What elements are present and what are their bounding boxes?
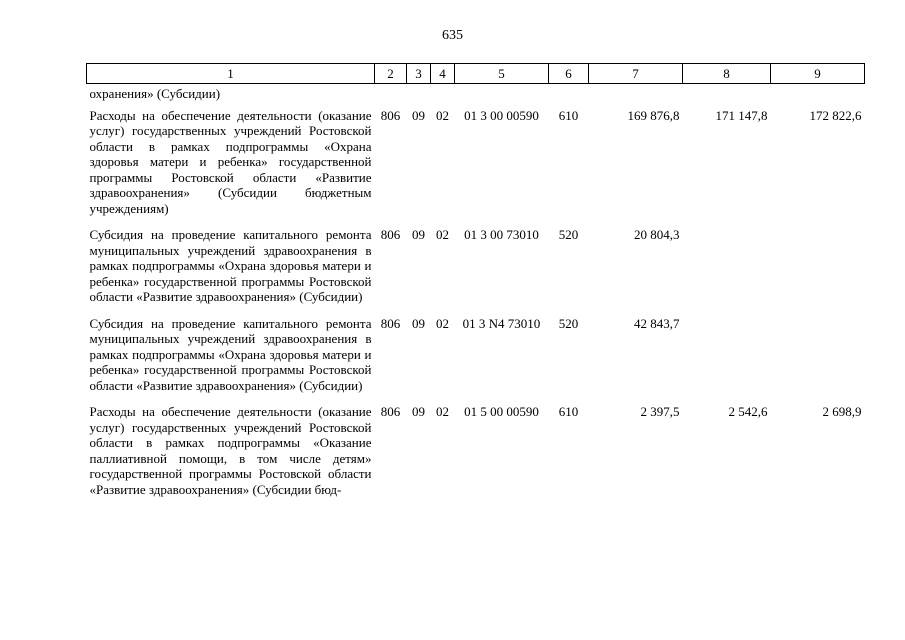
column-header-4: 4 <box>431 64 455 84</box>
row-col2 <box>375 84 407 108</box>
row-col9: 2 698,9 <box>822 404 862 419</box>
row-col5: 01 5 00 00590 <box>464 404 539 419</box>
row-col2: 806 <box>380 404 401 419</box>
row-col8 <box>683 316 771 405</box>
row-col8: 2 542,6 <box>728 404 768 419</box>
row-col4: 02 <box>436 107 449 123</box>
row-col9 <box>771 227 865 316</box>
row-col8 <box>683 84 771 108</box>
budget-table <box>86 63 865 497</box>
row-col2: 806 <box>380 107 401 123</box>
table-row <box>87 404 865 497</box>
column-header-3: 3 <box>407 64 431 84</box>
row-description: охранения» (Субсидии) <box>89 86 221 101</box>
row-col7: 2 397,5 <box>640 404 680 419</box>
row-col6: 520 <box>558 315 579 331</box>
row-col2: 806 <box>380 315 401 331</box>
column-header-9: 9 <box>771 64 865 84</box>
row-description: Расходы на обеспечение деятельности (оказание услуг) государственных учреждений Ростовской области в рамках подпрограммы «Охрана здоровья матери и ребенка» государственной программы Ростовской области «Развитие здравоохранения» (Субсидии бюджетным учреждениям) <box>89 107 372 216</box>
table-row <box>87 108 865 228</box>
column-header-6: 6 <box>549 64 589 84</box>
row-col7: 42 843,7 <box>634 315 680 331</box>
row-col6: 520 <box>558 227 579 242</box>
row-col9 <box>771 316 865 405</box>
row-col4: 02 <box>436 315 449 331</box>
row-description: Расходы на обеспечение деятельности (оказание услуг) государственных учреждений Ростовской области в рамках подпрограммы «Оказание паллиативной помощи, в том числе детям» государственной программы Ростовской области «Развитие здравоохранения» (Субсидии бюд- <box>89 404 372 497</box>
column-header-7: 7 <box>589 64 683 84</box>
row-col4 <box>431 84 455 108</box>
row-col5 <box>455 84 549 108</box>
row-col8: 171 147,8 <box>715 107 768 123</box>
column-header-1: 1 <box>87 64 375 84</box>
row-col8 <box>683 227 771 316</box>
column-header-2: 2 <box>375 64 407 84</box>
row-description: Субсидия на проведение капитального ремонта муниципальных учреждений здравоохранения в рамках подпрограммы «Охрана здоровья матери и ребенка» государственной программы Ростовской области «Развитие здравоохранения» (Субсидии) <box>89 315 372 393</box>
row-col7: 20 804,3 <box>634 227 680 242</box>
row-col4: 02 <box>436 227 449 242</box>
row-col3: 09 <box>412 404 425 419</box>
row-col9 <box>771 84 865 108</box>
table-row <box>87 84 865 108</box>
row-description: Субсидия на проведение капитального ремонта муниципальных учреждений здравоохранения в рамках подпрограммы «Охрана здоровья матери и ребенка» государственной программы Ростовской области «Развитие здравоохранения» (Субсидии) <box>89 227 372 304</box>
row-col3: 09 <box>412 227 425 242</box>
row-col5: 01 3 00 00590 <box>464 107 539 123</box>
row-col3: 09 <box>412 107 425 123</box>
row-col4: 02 <box>436 404 449 419</box>
row-col3 <box>407 84 431 108</box>
row-col6: 610 <box>558 404 579 419</box>
row-col2: 806 <box>380 227 401 242</box>
row-col7: 169 876,8 <box>627 107 680 123</box>
header-row <box>87 64 865 84</box>
table-row <box>87 227 865 316</box>
page-number: 635 <box>442 28 463 43</box>
row-col3: 09 <box>412 315 425 331</box>
row-col5: 01 3 N4 73010 <box>462 315 541 331</box>
row-col9: 172 822,6 <box>809 107 862 123</box>
table-row <box>87 316 865 405</box>
column-header-5: 5 <box>455 64 549 84</box>
row-col6: 610 <box>558 107 579 123</box>
row-col6 <box>549 84 589 108</box>
row-col5: 01 3 00 73010 <box>464 227 539 242</box>
row-col7 <box>589 84 683 108</box>
column-header-8: 8 <box>683 64 771 84</box>
